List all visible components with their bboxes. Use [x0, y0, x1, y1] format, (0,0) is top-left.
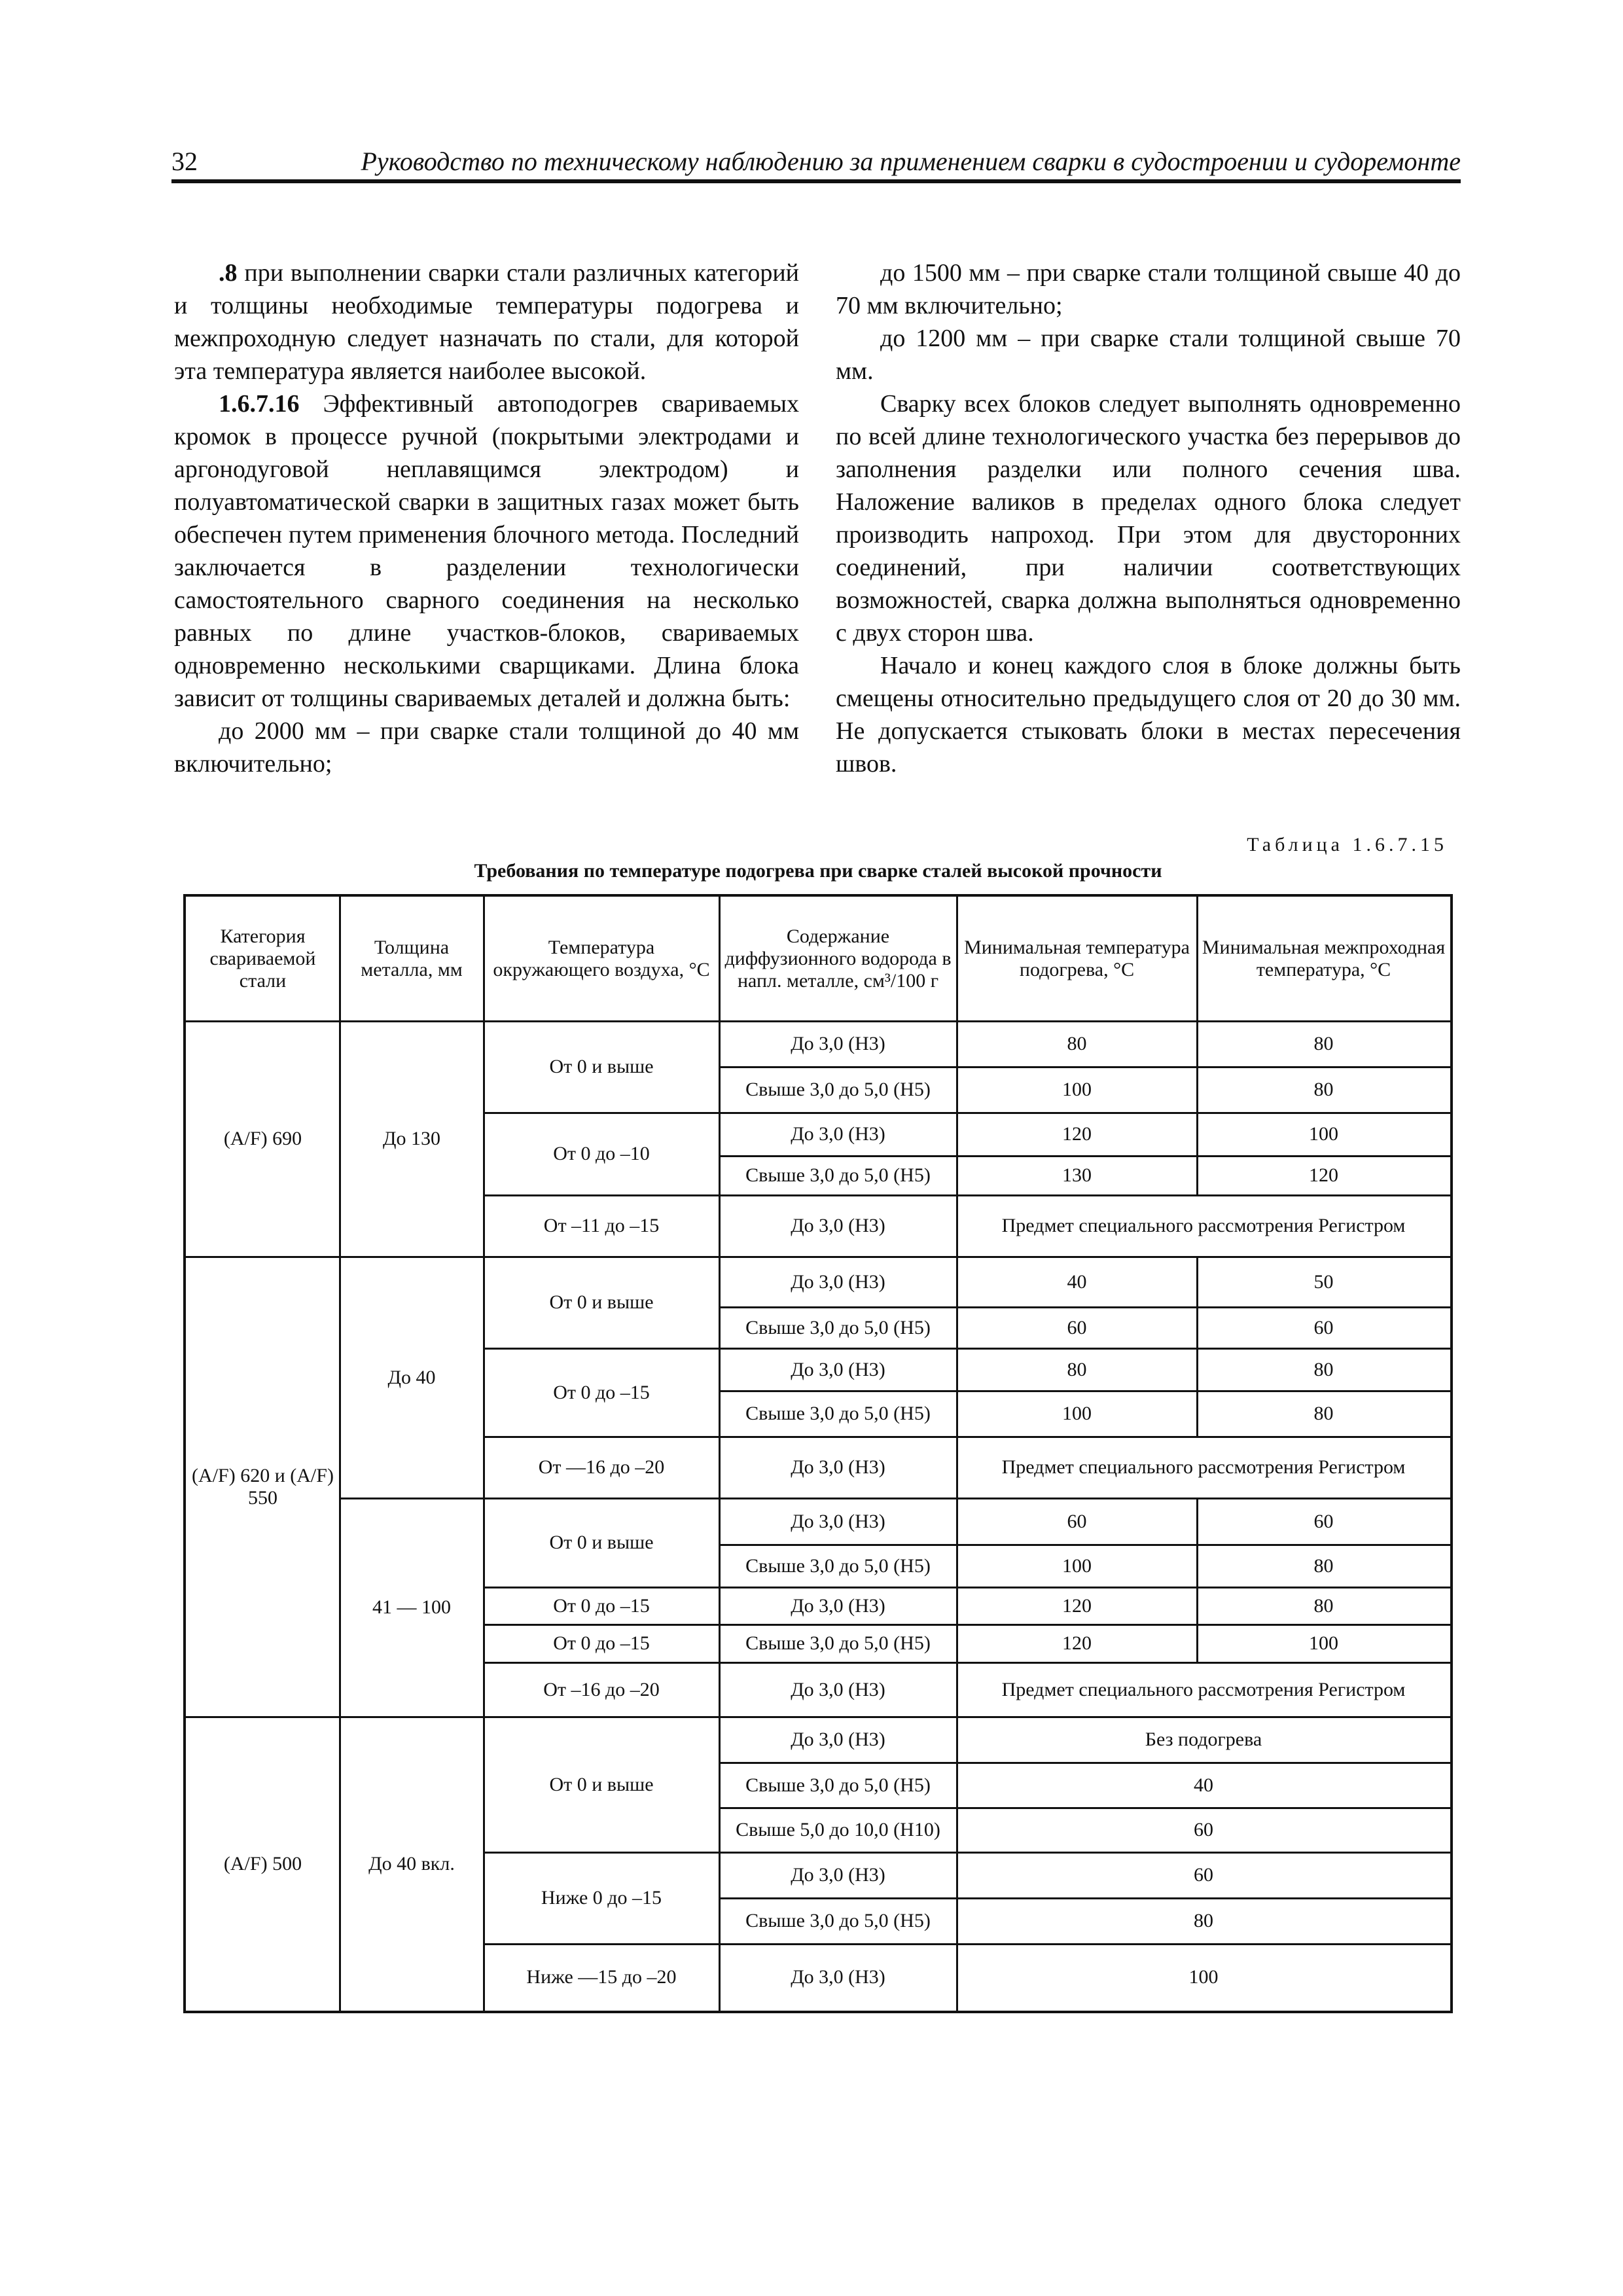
preheat-cell: 80	[1067, 1033, 1087, 1054]
preheat-cell: 60	[1067, 1316, 1087, 1338]
preheat-cell: 120	[1062, 1123, 1092, 1145]
hydrogen-cell: До 3,0 (Н3)	[791, 1456, 885, 1478]
paragraph-text: Эффективный автоподогрев свариваемых кромок в процессе ручной (покрытыми электродами и аргонодуговой неплавящимся электродом) и полуавтоматической сварки в защитных газах может быть обеспечен путем применения блочного метода. Последний заключается в разделении технологически самостоятельного сварного соединения на несколько равных по длине участков-блоков, свариваемых одновременно несколькими сварщиками. Длина блока зависит от толщины свариваемых деталей и должна быть:	[174, 390, 799, 712]
hydrogen-cell: Свыше 3,0 до 5,0 (Н5)	[745, 1164, 931, 1186]
hydrogen-cell: До 3,0 (Н3)	[791, 1864, 885, 1886]
hydrogen-cell: До 3,0 (Н3)	[791, 1594, 885, 1617]
interpass-cell: 80	[1313, 1033, 1334, 1054]
header-air-temp: Температура окружающего воздуха, °С	[493, 937, 710, 980]
interpass-cell: 60	[1313, 1510, 1334, 1532]
hydrogen-cell: До 3,0 (Н3)	[791, 1033, 885, 1054]
hydrogen-cell: Свыше 3,0 до 5,0 (Н5)	[745, 1910, 931, 1931]
paragraph: до 2000 мм – при сварке стали толщиной до 40 мм включительно;	[174, 717, 799, 778]
table-title: Требования по температуре подогрева при сварке сталей высокой прочности	[474, 860, 1162, 882]
paragraph: Сварку всех блоков следует выполнять одновременно по всей длине технологического участка без перерывов до заполнения разделки или полного сечения шва. Наложение валиков в пределах одного блока следует производить напроход. При этом для двусторонних соединений, при наличии соответствующих возможностей, сварка должна выполняться одновременно с двух сторон шва.	[836, 390, 1461, 647]
interpass-cell: 100	[1309, 1632, 1338, 1654]
air-temp-cell: От 0 и выше	[549, 1291, 654, 1313]
hydrogen-cell: До 3,0 (Н3)	[791, 1966, 885, 1988]
left-column	[174, 257, 799, 780]
preheat-cell: 60	[1067, 1510, 1087, 1532]
preheat-table	[183, 894, 1453, 2013]
header-min-preheat: Минимальная температура подогрева, °С	[964, 937, 1190, 980]
category-cell: (A/F) 500	[223, 1852, 302, 1874]
paragraph	[174, 387, 799, 715]
merged-value-cell: Без подогрева	[1145, 1729, 1262, 1750]
air-temp-cell: От 0 до –10	[553, 1143, 650, 1164]
category-cell: (A/F) 620 и (A/F) 550	[192, 1464, 334, 1509]
air-temp-cell: От 0 и выше	[549, 1532, 654, 1553]
preheat-cell: 80	[1067, 1358, 1087, 1380]
table-label: Таблица 1.6.7.15	[1247, 834, 1448, 855]
preheat-cell: 120	[1062, 1632, 1092, 1654]
thickness-cell: До 130	[383, 1128, 440, 1149]
hydrogen-cell: Свыше 5,0 до 10,0 (Н10)	[736, 1819, 940, 1840]
interpass-cell: 80	[1313, 1403, 1334, 1424]
header-category: Категория свариваемой стали	[209, 925, 316, 992]
paragraph-text: при выполнении сварки стали различных категорий и толщины необходимые температуры подогрева и межпроходную следует назначать по стали, для которой эта температура является наиболее высокой.	[174, 259, 799, 385]
hydrogen-cell: До 3,0 (Н3)	[791, 1729, 885, 1750]
hydrogen-cell: До 3,0 (Н3)	[791, 1123, 885, 1145]
hydrogen-cell: До 3,0 (Н3)	[791, 1678, 885, 1700]
merged-value-cell: 60	[1194, 1819, 1213, 1840]
right-column	[836, 257, 1461, 780]
hydrogen-cell: Свыше 3,0 до 5,0 (Н5)	[745, 1403, 931, 1424]
interpass-cell: 80	[1313, 1358, 1334, 1380]
clause-number: .8	[219, 259, 238, 287]
hydrogen-cell: Свыше 3,0 до 5,0 (Н5)	[745, 1632, 931, 1654]
preheat-cell: 40	[1067, 1270, 1087, 1293]
merged-value-cell: 80	[1194, 1910, 1213, 1931]
interpass-cell: 80	[1313, 1594, 1334, 1617]
air-temp-cell: От 0 и выше	[549, 1773, 654, 1795]
air-temp-cell: От –16 до –20	[543, 1678, 660, 1700]
preheat-cell: 100	[1062, 1554, 1092, 1577]
hydrogen-cell: До 3,0 (Н3)	[791, 1510, 885, 1532]
preheat-cell: 130	[1062, 1164, 1092, 1186]
paragraph	[174, 257, 799, 387]
air-temp-cell: От —16 до –20	[538, 1456, 665, 1478]
preheat-cell: 120	[1062, 1594, 1092, 1617]
interpass-cell: 80	[1313, 1079, 1334, 1100]
paragraph: до 1200 мм – при сварке стали толщиной свыше 70 мм.	[836, 325, 1461, 385]
merged-value-cell: 40	[1194, 1774, 1213, 1796]
merged-value-cell: 100	[1188, 1966, 1219, 1988]
air-temp-cell: От 0 до –15	[553, 1594, 650, 1617]
preheat-cell: 100	[1062, 1079, 1092, 1100]
interpass-cell: 60	[1313, 1316, 1334, 1338]
air-temp-cell: От –11 до –15	[543, 1215, 660, 1236]
special-note-cell: Предмет специального рассмотрения Регистром	[1001, 1456, 1406, 1478]
interpass-cell: 80	[1313, 1554, 1334, 1577]
air-temp-cell: Ниже —15 до –20	[526, 1966, 677, 1988]
hydrogen-cell: Свыше 3,0 до 5,0 (Н5)	[745, 1554, 931, 1577]
hydrogen-cell: До 3,0 (Н3)	[791, 1270, 885, 1293]
preheat-cell: 100	[1062, 1403, 1092, 1424]
page-number: 32	[171, 147, 198, 176]
paragraph: Начало и конец каждого слоя в блоке должны быть смещены относительно предыдущего слоя от 20 до 30 мм. Не допускается стыковать блоки в местах пересечения швов.	[836, 652, 1461, 778]
interpass-cell: 50	[1313, 1270, 1334, 1293]
air-temp-cell: От 0 до –15	[553, 1632, 650, 1654]
special-note-cell: Предмет специального рассмотрения Регистром	[1001, 1678, 1406, 1700]
hydrogen-cell: Свыше 3,0 до 5,0 (Н5)	[745, 1079, 931, 1100]
hydrogen-cell: До 3,0 (Н3)	[791, 1215, 885, 1236]
hydrogen-cell: Свыше 3,0 до 5,0 (Н5)	[745, 1774, 931, 1796]
interpass-cell: 120	[1309, 1164, 1338, 1186]
air-temp-cell: Ниже 0 до –15	[541, 1887, 662, 1909]
header-min-interpass: Минимальная межпроходная температура, °С	[1202, 937, 1446, 980]
special-note-cell: Предмет специального рассмотрения Регистром	[1001, 1215, 1406, 1236]
hydrogen-cell: Свыше 3,0 до 5,0 (Н5)	[745, 1316, 931, 1338]
running-header	[171, 143, 1461, 183]
clause-number: 1.6.7.16	[219, 390, 300, 418]
header-hydrogen: Содержание диффузионного водорода в напл. металле, см³/100 г	[724, 925, 952, 992]
thickness-cell: До 40 вкл.	[368, 1852, 455, 1874]
air-temp-cell: От 0 и выше	[549, 1056, 654, 1077]
header-thickness: Толщина металла, мм	[361, 937, 463, 980]
hydrogen-cell: До 3,0 (Н3)	[791, 1358, 885, 1380]
air-temp-cell: От 0 до –15	[553, 1381, 650, 1403]
category-cell: (A/F) 690	[223, 1128, 302, 1149]
thickness-cell: 41 — 100	[372, 1596, 451, 1618]
paragraph: до 1500 мм – при сварке стали толщиной свыше 40 до 70 мм включительно;	[836, 259, 1461, 319]
thickness-cell: До 40	[387, 1366, 436, 1388]
interpass-cell: 100	[1309, 1123, 1338, 1145]
running-title: Руководство по техническому наблюдению за применением сварки в судостроении и судоремонте	[361, 147, 1461, 176]
merged-value-cell: 60	[1194, 1864, 1213, 1886]
